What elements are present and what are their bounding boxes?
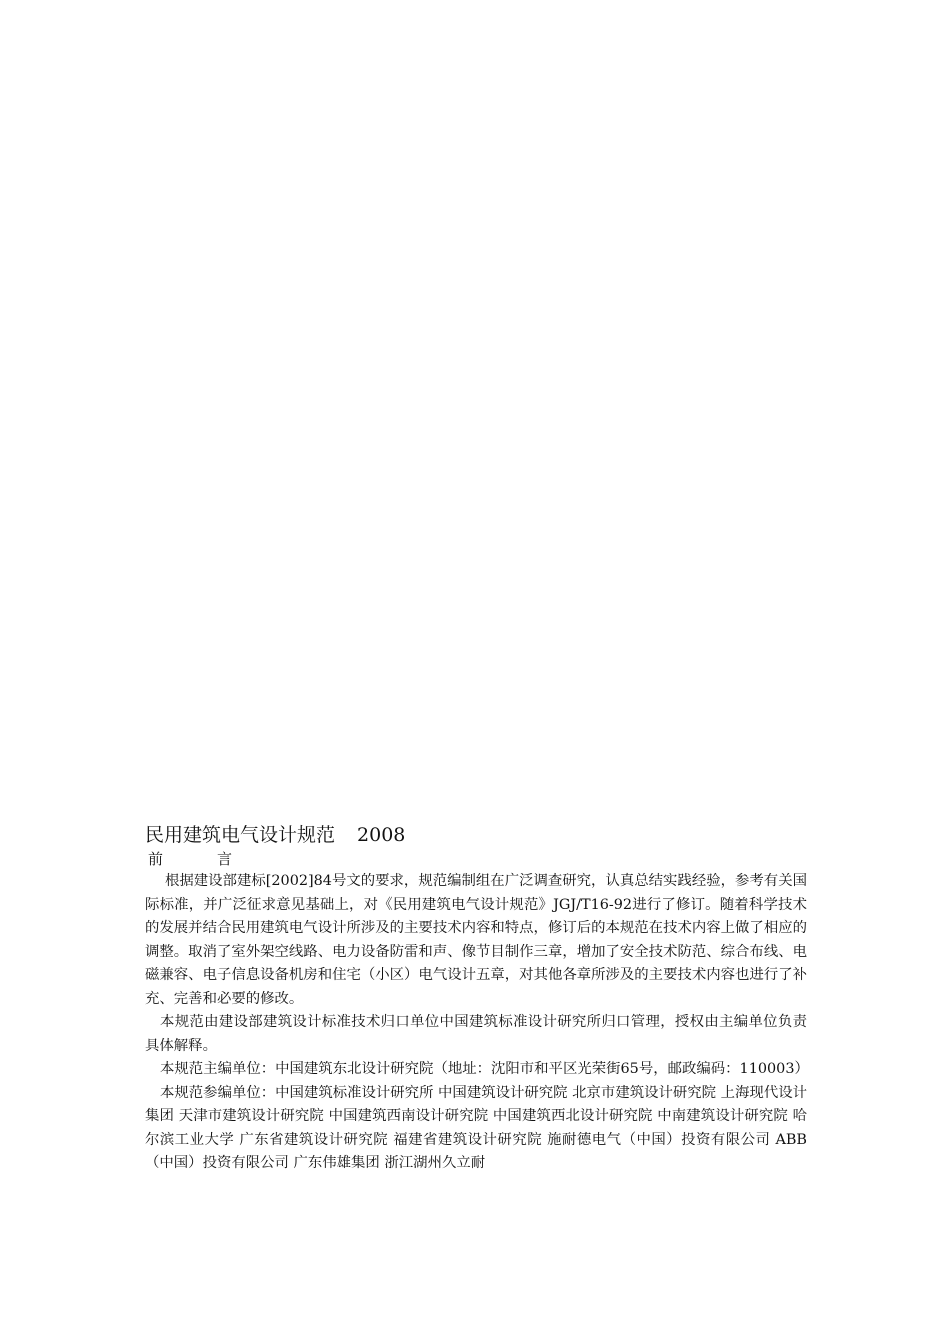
title-year: 2008 bbox=[357, 824, 406, 846]
paragraph-management: 本规范由建设部建筑设计标准技术归口单位中国建筑标准设计研究所归口管理，授权由主编单位负责具体解释。 bbox=[145, 1014, 807, 1054]
section-heading-preface: 前言 bbox=[148, 850, 287, 868]
paragraph-chief-editor: 本规范主编单位：中国建筑东北设计研究院（地址：沈阳市和平区光荣街65号，邮政编码：110003） bbox=[160, 1061, 809, 1077]
document-title bbox=[145, 822, 807, 848]
paragraph-revision-background: 根据建设部建标[2002]84号文的要求，规范编制组在广泛调查研究，认真总结实践经验，参考有关国际标准，并广泛征求意见基础上，对《民用建筑电气设计规范》JGJ/T16-92进行了修订。随着科学技术的发展并结合民用建筑电气设计所涉及的主要技术内容和特点，修订后的本规范在技术内容上做了相应的调整。取消了室外架空线路、电力设备防雷和声、像节目制作三章，增加了安全技术防范、综合布线、电磁兼容、电子信息设备机房和住宅（小区）电气设计五章，对其他各章所涉及的主要技术内容也进行了补充、完善和必要的修改。 bbox=[145, 873, 807, 1007]
title-text: 民用建筑电气设计规范 bbox=[145, 824, 336, 846]
document-page bbox=[145, 822, 807, 1176]
paragraph-participating-units: 本规范参编单位：中国建筑标准设计研究所 中国建筑设计研究院 北京市建筑设计研究院 上海现代设计集团 天津市建筑设计研究院 中国建筑西南设计研究院 中国建筑西北设计研究院 中南建筑设计研究院 哈尔滨工业大学 广东省建筑设计研究院 福建省建筑设计研究院 施耐德电气（中国）投资有限公司 ABB（中国）投资有限公司 广东伟雄集团 浙江湖州久立耐 bbox=[145, 1084, 807, 1171]
